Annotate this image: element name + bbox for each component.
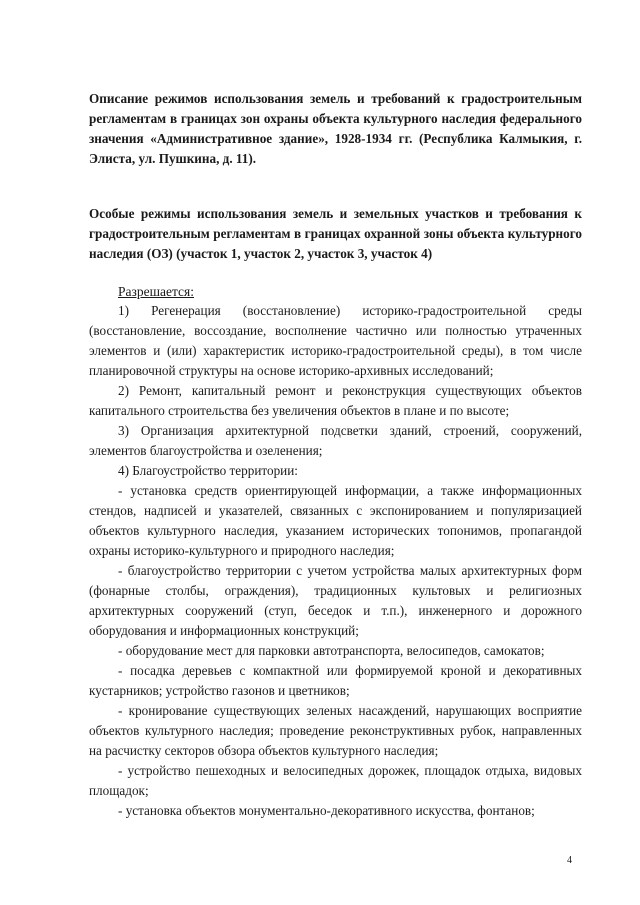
document-title: Описание режимов использования земель и требований к градостроительным регламентам в границах зон охраны объекта культурного наследия федерального значения «Административное здание», 1928-1934 гг. (Республика Калмыкия, г. Элиста, ул. Пушкина, д. 11). [89, 91, 582, 166]
section-heading: Особые режимы использования земель и земельных участков и требования к градостроительным регламентам в границах охранной зоны объекта культурного наследия (ОЗ) (участок 1, участок 2, участок 3, участок 4) [89, 206, 582, 261]
list-item: - кронирование существующих зеленых насаждений, нарушающих восприятие объектов культурного наследия; проведение реконструктивных рубок, направленных на расчистку секторов обзора объектов культурного наследия; [89, 703, 582, 758]
list-item: 4) Благоустройство территории: [118, 463, 298, 478]
list-item: - благоустройство территории с учетом устройства малых архитектурных форм (фонарные столбы, ограждения), традиционных культовых и религиозных архитектурных сооружений (ступ, беседок и т.п.), инженерного и дорожного оборудования и информационных конструкций; [89, 563, 582, 638]
permitted-list [89, 301, 582, 821]
list-item: 2) Ремонт, капитальный ремонт и реконструкция существующих объектов капитального строительства без увеличения объектов в плане и по высоте; [89, 383, 582, 418]
list-item: - установка средств ориентирующей информации, а также информационных стендов, надписей и указателей, связанных с экспонированием и популяризацией объектов культурного наследия, указанием исторических топонимов, пропагандой охраны историко-культурного и природного наследия; [89, 483, 582, 558]
list-item: - установка объектов монументально-декоративного искусства, фонтанов; [118, 803, 535, 818]
list-item: - посадка деревьев с компактной или формируемой кроной и декоративных кустарников; устройство газонов и цветников; [89, 663, 582, 698]
list-item: - оборудование мест для парковки автотранспорта, велосипедов, самокатов; [118, 643, 545, 658]
list-item: - устройство пешеходных и велосипедных дорожек, площадок отдыха, видовых площадок; [89, 763, 582, 798]
list-item: 1) Регенерация (восстановление) историко-градостроительной среды (восстановление, воссоздание, восполнение частично или полностью утраченных элементов и (или) характеристик историко-градостроительной среды), в том числе планировочной структуры на основе историко-архивных исследований; [89, 303, 582, 378]
list-item: 3) Организация архитектурной подсветки зданий, строений, сооружений, элементов благоустройства и озеленения; [89, 423, 582, 458]
permitted-label: Разрешается: [118, 284, 194, 299]
page-number: 4 [567, 855, 572, 866]
